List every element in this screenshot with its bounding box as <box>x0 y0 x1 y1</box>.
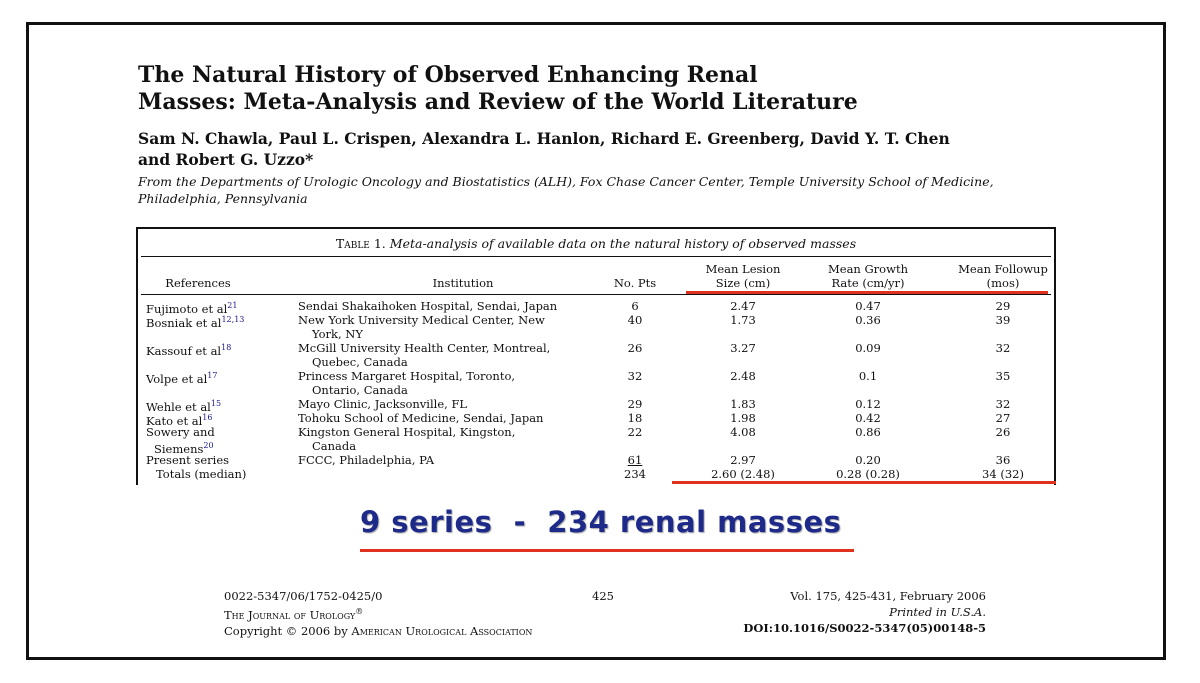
affiliation-line-2: Philadelphia, Pennsylvania <box>138 191 308 206</box>
footer-page-number: 425 <box>592 589 614 603</box>
cell-size: 1.98 <box>730 411 756 425</box>
cell-reference <box>146 341 231 358</box>
cell-growth: 0.1 <box>858 369 878 383</box>
totals-followup: 34 (32) <box>982 467 1024 481</box>
cell-pts: 61 <box>627 453 643 467</box>
header-growth-line2: Rate (cm/yr) <box>831 276 905 290</box>
title-line-2: Masses: Meta-Analysis and Review of the World Literature <box>138 89 858 115</box>
footer-journal-mark: ® <box>355 607 364 616</box>
citation-superscript: 21 <box>227 301 238 310</box>
institution-line1: McGill University Health Center, Montreal, <box>298 341 551 355</box>
red-underline-header <box>686 291 1048 294</box>
authors-line-2: and Robert G. Uzzo* <box>138 150 314 169</box>
paper-title <box>138 62 858 116</box>
cell-institution <box>298 453 434 467</box>
cell-followup: 35 <box>995 369 1011 383</box>
header-size <box>693 262 793 290</box>
cell-reference <box>146 313 244 330</box>
footer-code: 0022-5347/06/1752-0425/0 <box>224 589 383 603</box>
footer-copyright: Copyright © 2006 by <box>224 623 348 638</box>
citation-superscript: 20 <box>203 441 214 450</box>
institution-line2: Quebec, Canada <box>312 355 408 369</box>
footer-doi: DOI:10.1016/S0022-5347(05)00148-5 <box>743 621 986 635</box>
cell-pts: 18 <box>627 411 643 425</box>
cell-size: 2.97 <box>730 453 756 467</box>
footer-journal: The Journal of Urology <box>224 607 356 622</box>
reference-name: Sowery and <box>146 425 215 439</box>
header-institution: Institution <box>432 276 494 290</box>
affiliation-line-1: From the Departments of Urologic Oncology and Biostatistics (ALH), Fox Chase Cancer Center, Temple University School of Medicine, <box>138 174 994 189</box>
reference-name: Wehle et al <box>146 399 211 414</box>
footer-printed: Printed in U.S.A. <box>889 605 986 619</box>
institution-line1: Tohoku School of Medicine, Sendai, Japan <box>298 411 544 425</box>
cell-institution <box>298 411 543 425</box>
cell-followup: 36 <box>995 453 1011 467</box>
header-growth-line1: Mean Growth <box>828 262 908 276</box>
citation-superscript: 18 <box>221 343 232 352</box>
cell-followup: 29 <box>995 299 1011 313</box>
footer-right <box>700 588 986 636</box>
table-caption <box>138 236 1054 251</box>
authors-line-1: Sam N. Chawla, Paul L. Crispen, Alexandra L. Hanlon, Richard E. Greenberg, David Y. T. Chen <box>138 129 950 148</box>
totals-label: Totals (median) <box>156 467 247 481</box>
title-line-1: The Natural History of Observed Enhancing Renal <box>138 62 758 88</box>
cell-size: 2.48 <box>730 369 756 383</box>
red-underline-highlight <box>360 549 854 552</box>
cell-pts: 32 <box>627 369 643 383</box>
cell-growth: 0.42 <box>855 411 881 425</box>
cell-reference <box>146 425 215 456</box>
cell-pts: 6 <box>631 299 639 313</box>
institution-line2: York, NY <box>312 327 363 341</box>
header-followup-line1: Mean Followup <box>958 262 1048 276</box>
cell-growth: 0.86 <box>855 425 881 439</box>
header-pts: No. Pts <box>613 276 657 290</box>
cell-reference <box>146 369 217 386</box>
cell-pts: 22 <box>627 425 643 439</box>
citation-superscript: 15 <box>210 399 222 408</box>
citation-superscript: 17 <box>207 371 218 380</box>
cell-growth: 0.36 <box>855 313 881 327</box>
institution-line2: Canada <box>312 439 357 453</box>
cell-pts: 26 <box>627 341 643 355</box>
cell-institution <box>298 313 545 341</box>
cell-size: 1.73 <box>730 313 756 327</box>
totals-pts: 234 <box>624 467 646 481</box>
cell-size: 2.47 <box>730 299 756 313</box>
cell-institution <box>298 397 467 411</box>
reference-name: Kassouf et al <box>146 343 222 358</box>
header-growth <box>818 262 918 290</box>
table-caption-text: Meta-analysis of available data on the natural history of observed masses <box>389 236 857 251</box>
footer-left <box>224 588 532 639</box>
institution-line2: Ontario, Canada <box>312 383 408 397</box>
reference-name: Bosniak et al <box>146 315 222 330</box>
totals-growth: 0.28 (0.28) <box>836 467 900 481</box>
table-rule-header <box>141 294 1051 295</box>
reference-name: Present series <box>146 453 230 467</box>
reference-name: Volpe et al <box>146 371 208 386</box>
header-size-line2: Size (cm) <box>715 276 771 290</box>
cell-followup: 39 <box>995 313 1011 327</box>
cell-pts: 40 <box>627 313 643 327</box>
totals-size: 2.60 (2.48) <box>711 467 775 481</box>
cell-growth: 0.09 <box>855 341 881 355</box>
reference-name-cont: Siemens <box>154 441 204 456</box>
header-references: References <box>165 276 231 290</box>
footer-volume: Vol. 175, 425-431, February 2006 <box>790 589 986 603</box>
cell-institution <box>298 369 515 397</box>
affiliation <box>138 173 994 207</box>
cell-growth: 0.47 <box>855 299 881 313</box>
red-underline-totals <box>672 481 1056 484</box>
institution-line1: Kingston General Hospital, Kingston, <box>298 425 516 439</box>
cell-growth: 0.12 <box>855 397 881 411</box>
header-followup <box>948 262 1058 290</box>
institution-line1: FCCC, Philadelphia, PA <box>298 453 435 467</box>
cell-followup: 27 <box>995 411 1011 425</box>
institution-line1: Princess Margaret Hospital, Toronto, <box>298 369 516 383</box>
author-list <box>138 128 950 170</box>
cell-institution <box>298 299 557 313</box>
highlight-text: 9 series - 234 renal masses <box>360 505 842 539</box>
header-followup-line2: (mos) <box>986 276 1020 290</box>
institution-line1: Sendai Shakaihoken Hospital, Sendai, Japan <box>298 299 558 313</box>
cell-institution <box>298 341 550 369</box>
cell-size: 3.27 <box>730 341 756 355</box>
cell-reference <box>146 453 229 467</box>
cell-pts: 29 <box>627 397 643 411</box>
institution-line1: New York University Medical Center, New <box>298 313 545 327</box>
cell-followup: 32 <box>995 397 1011 411</box>
institution-line1: Mayo Clinic, Jacksonville, FL <box>298 397 468 411</box>
footer-copyright-org: American Urological Association <box>351 623 533 638</box>
header-size-line1: Mean Lesion <box>705 262 781 276</box>
reference-name: Fujimoto et al <box>146 301 228 316</box>
cell-institution <box>298 425 515 453</box>
data-table <box>136 227 1056 485</box>
table-label: Table 1. <box>335 236 386 251</box>
cell-growth: 0.20 <box>855 453 881 467</box>
table-rule-top <box>141 256 1051 257</box>
reference-name: Kato et al <box>146 413 203 428</box>
cell-size: 4.08 <box>730 425 756 439</box>
cell-followup: 26 <box>995 425 1011 439</box>
citation-superscript: 12,13 <box>221 315 245 324</box>
cell-followup: 32 <box>995 341 1011 355</box>
cell-size: 1.83 <box>730 397 756 411</box>
citation-superscript: 16 <box>202 413 213 422</box>
